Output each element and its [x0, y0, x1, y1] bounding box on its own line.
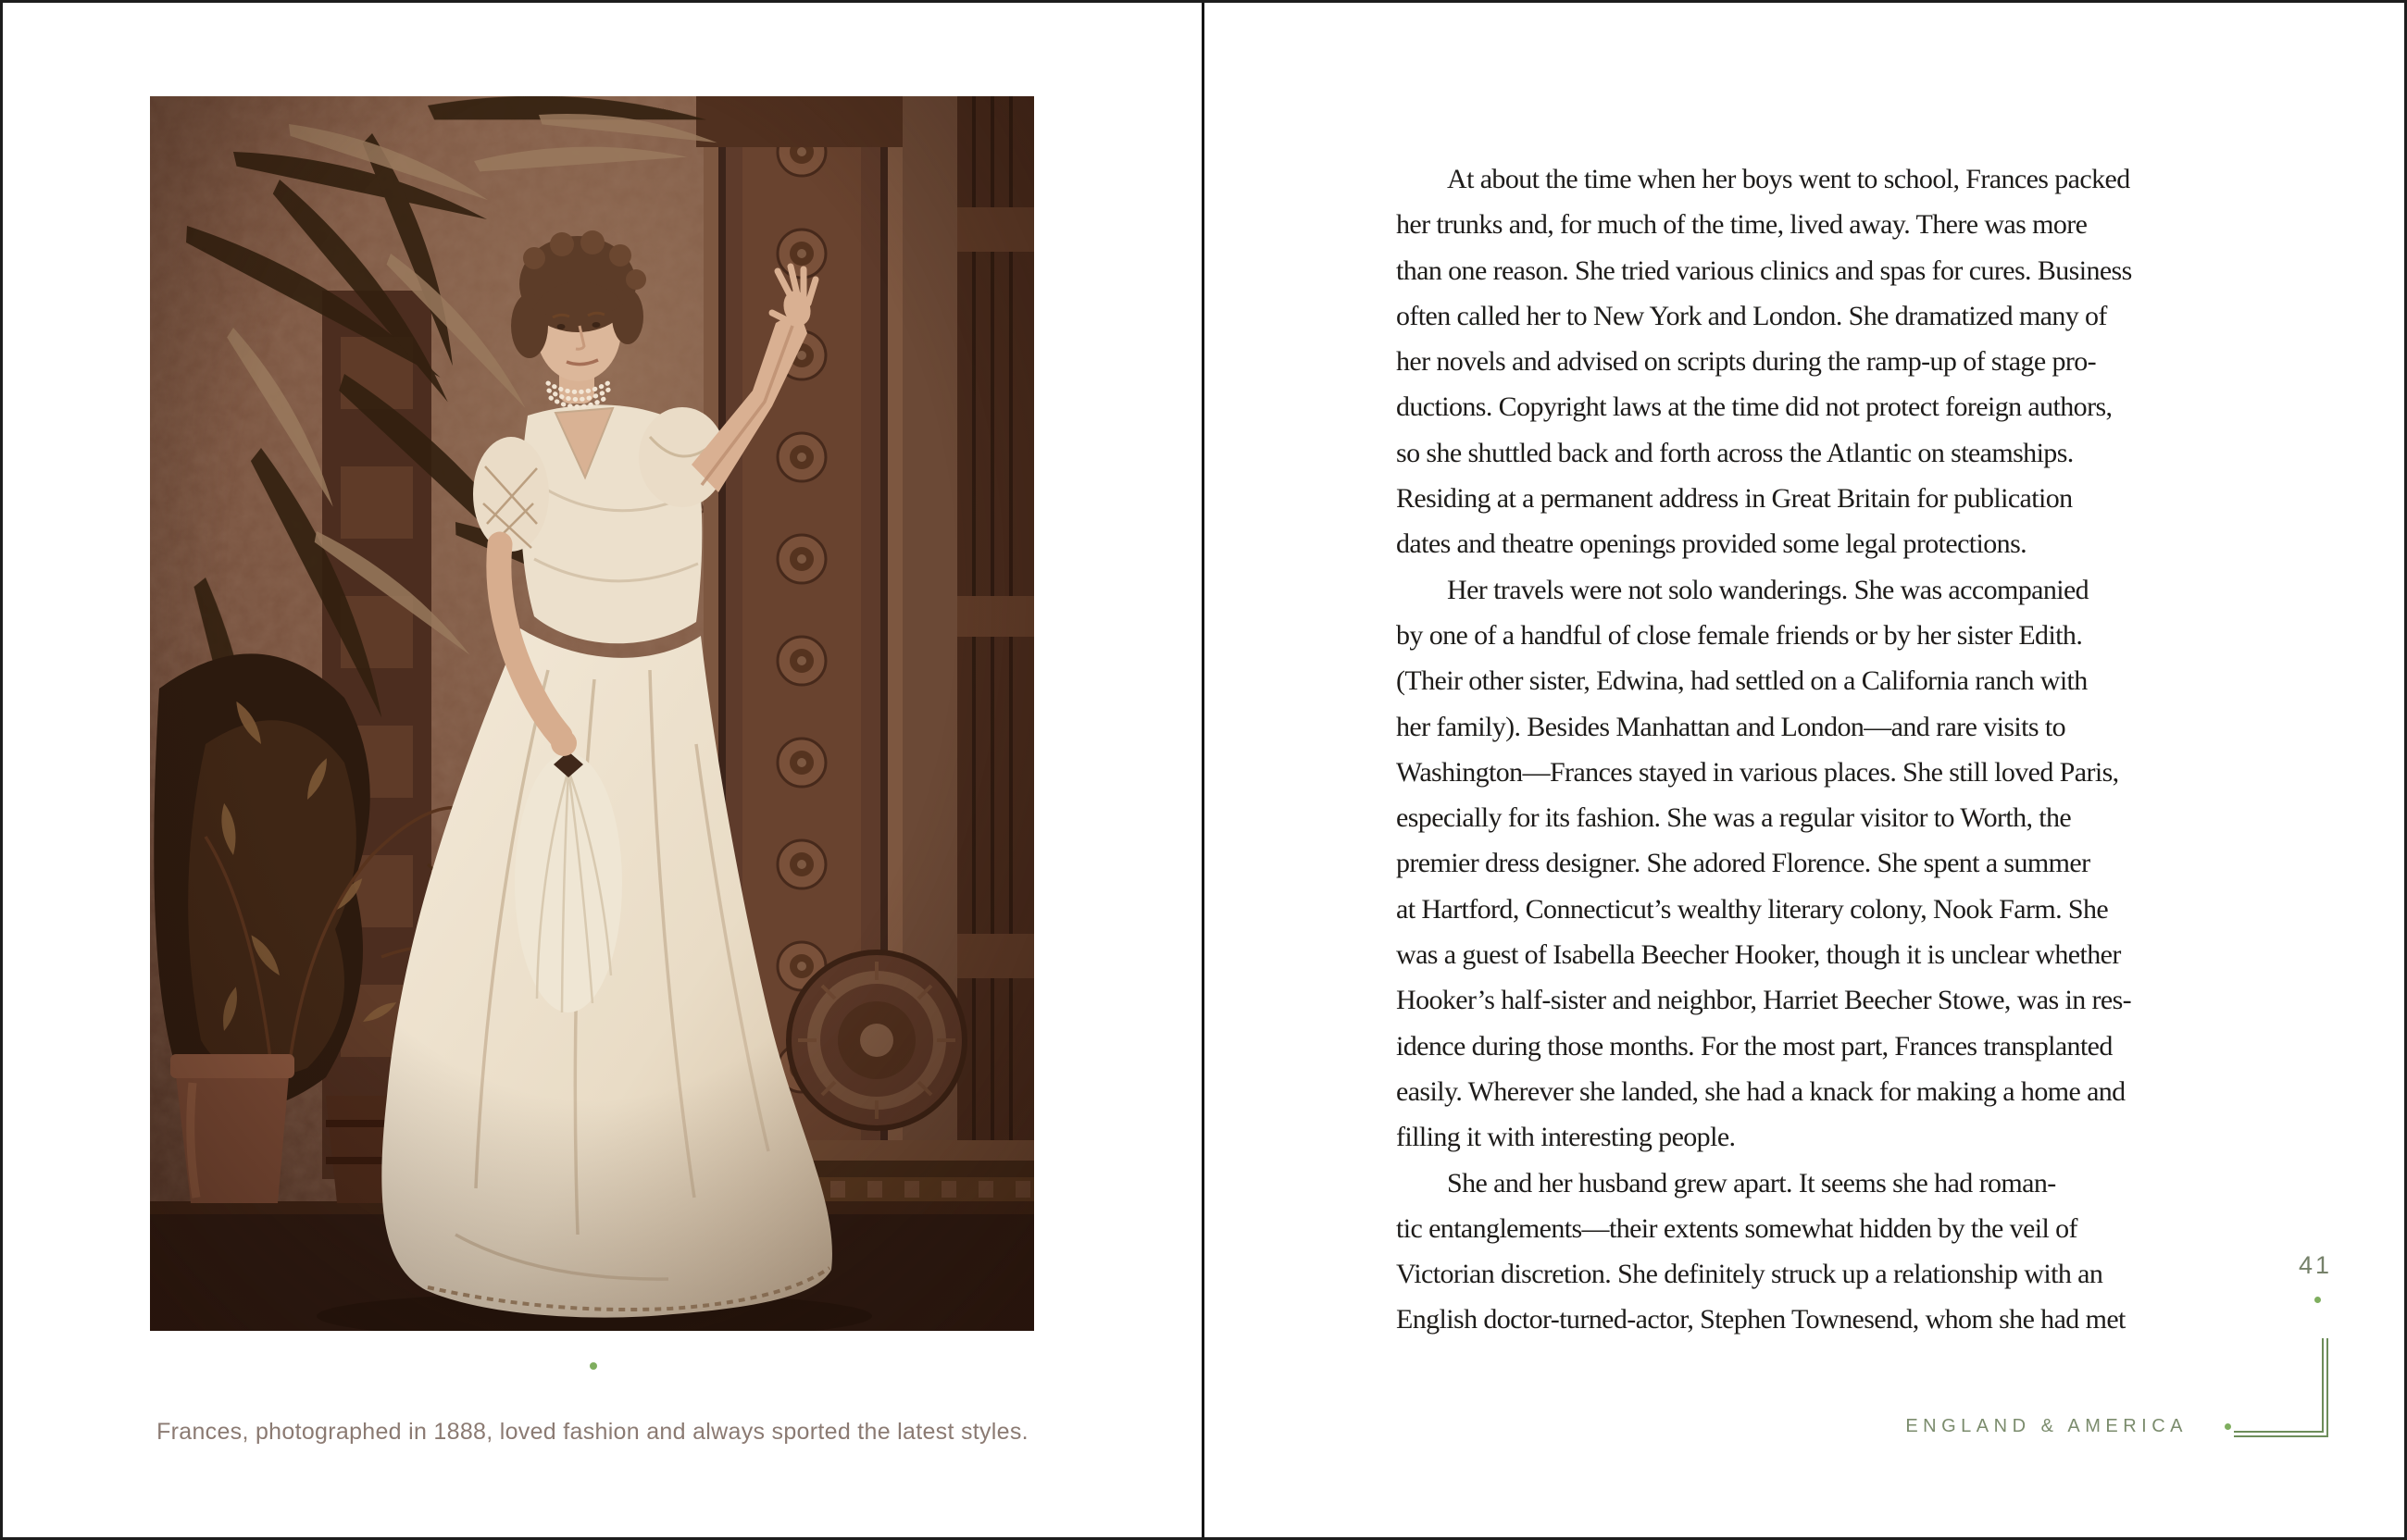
corner-rule	[2234, 1338, 2328, 1437]
body-text-line: easily. Wherever she landed, she had a knack for making a home and	[1396, 1075, 2126, 1107]
body-text-line: at Hartford, Connecticut’s wealthy literary colony, Nook Farm. She	[1396, 893, 2109, 925]
body-text-line: Residing at a permanent address in Great Britain for publication	[1396, 483, 2073, 515]
page-number-accent-dot	[2314, 1297, 2321, 1303]
body-text-line: idence during those months. For the most part, Frances transplanted	[1396, 1030, 2113, 1062]
page-gutter	[1202, 0, 1204, 1540]
body-text-line: than one reason. She tried various clinics and spas for cures. Business	[1396, 255, 2132, 286]
body-text-line: At about the time when her boys went to school, Frances packed	[1447, 164, 2130, 194]
body-text-line: Hooker’s half-sister and neighbor, Harriet Beecher Stowe, was in res-	[1396, 985, 2132, 1016]
body-text-line: Her travels were not solo wanderings. She was accompanied	[1447, 574, 2089, 605]
body-text-line: often called her to New York and London. She dramatized many of	[1396, 300, 2107, 331]
body-text-line: by one of a handful of close female friends or by her sister Edith.	[1396, 619, 2083, 651]
body-text-line: She and her husband grew apart. It seems she had roman-	[1447, 1167, 2056, 1198]
body-text-line: ductions. Copyright laws at the time did not protect foreign authors,	[1396, 391, 2113, 423]
body-text-line: was a guest of Isabella Beecher Hooker, though it is unclear whether	[1396, 939, 2121, 971]
body-text-line: her family). Besides Manhattan and London—and rare visits to	[1396, 711, 2065, 742]
body-text-line: tic entanglements—their extents somewhat hidden by the veil of	[1396, 1212, 2077, 1244]
body-text-line: so she shuttled back and forth across the Atlantic on steamships.	[1396, 437, 2074, 468]
body-text	[1396, 156, 2192, 1343]
portrait-photo	[150, 96, 1034, 1331]
body-text-line: filling it with interesting people.	[1396, 1122, 1736, 1153]
body-text-line: especially for its fashion. She was a regular visitor to Worth, the	[1396, 802, 2072, 834]
body-text-line: her novels and advised on scripts during the ramp-up of stage pro-	[1396, 346, 2097, 378]
footer-accent-dot	[2225, 1423, 2231, 1430]
body-text-line: Washington—Frances stayed in various places. She still loved Paris,	[1396, 756, 2119, 788]
body-text-line: Victorian discretion. She definitely struck up a relationship with an	[1396, 1259, 2103, 1290]
body-text-line: English doctor-turned-actor, Stephen Townesend, whom she had met	[1396, 1304, 2126, 1335]
page-number: 41	[2298, 1251, 2333, 1279]
body-text-line: premier dress designer. She adored Florence. She spent a summer	[1396, 848, 2090, 879]
body-text-line: (Their other sister, Edwina, had settled on a California ranch with	[1396, 665, 2088, 697]
running-footer-label: ENGLAND & AMERICA	[1905, 1416, 2188, 1436]
photo-caption: Frances, photographed in 1888, loved fashion and always sported the latest styles.	[156, 1419, 1029, 1445]
body-text-line: her trunks and, for much of the time, lived away. There was more	[1396, 209, 2088, 241]
running-footer	[1905, 1416, 2231, 1437]
body-text-line: dates and theatre openings provided some legal protections.	[1396, 528, 2027, 560]
caption-accent-dot	[590, 1362, 597, 1370]
